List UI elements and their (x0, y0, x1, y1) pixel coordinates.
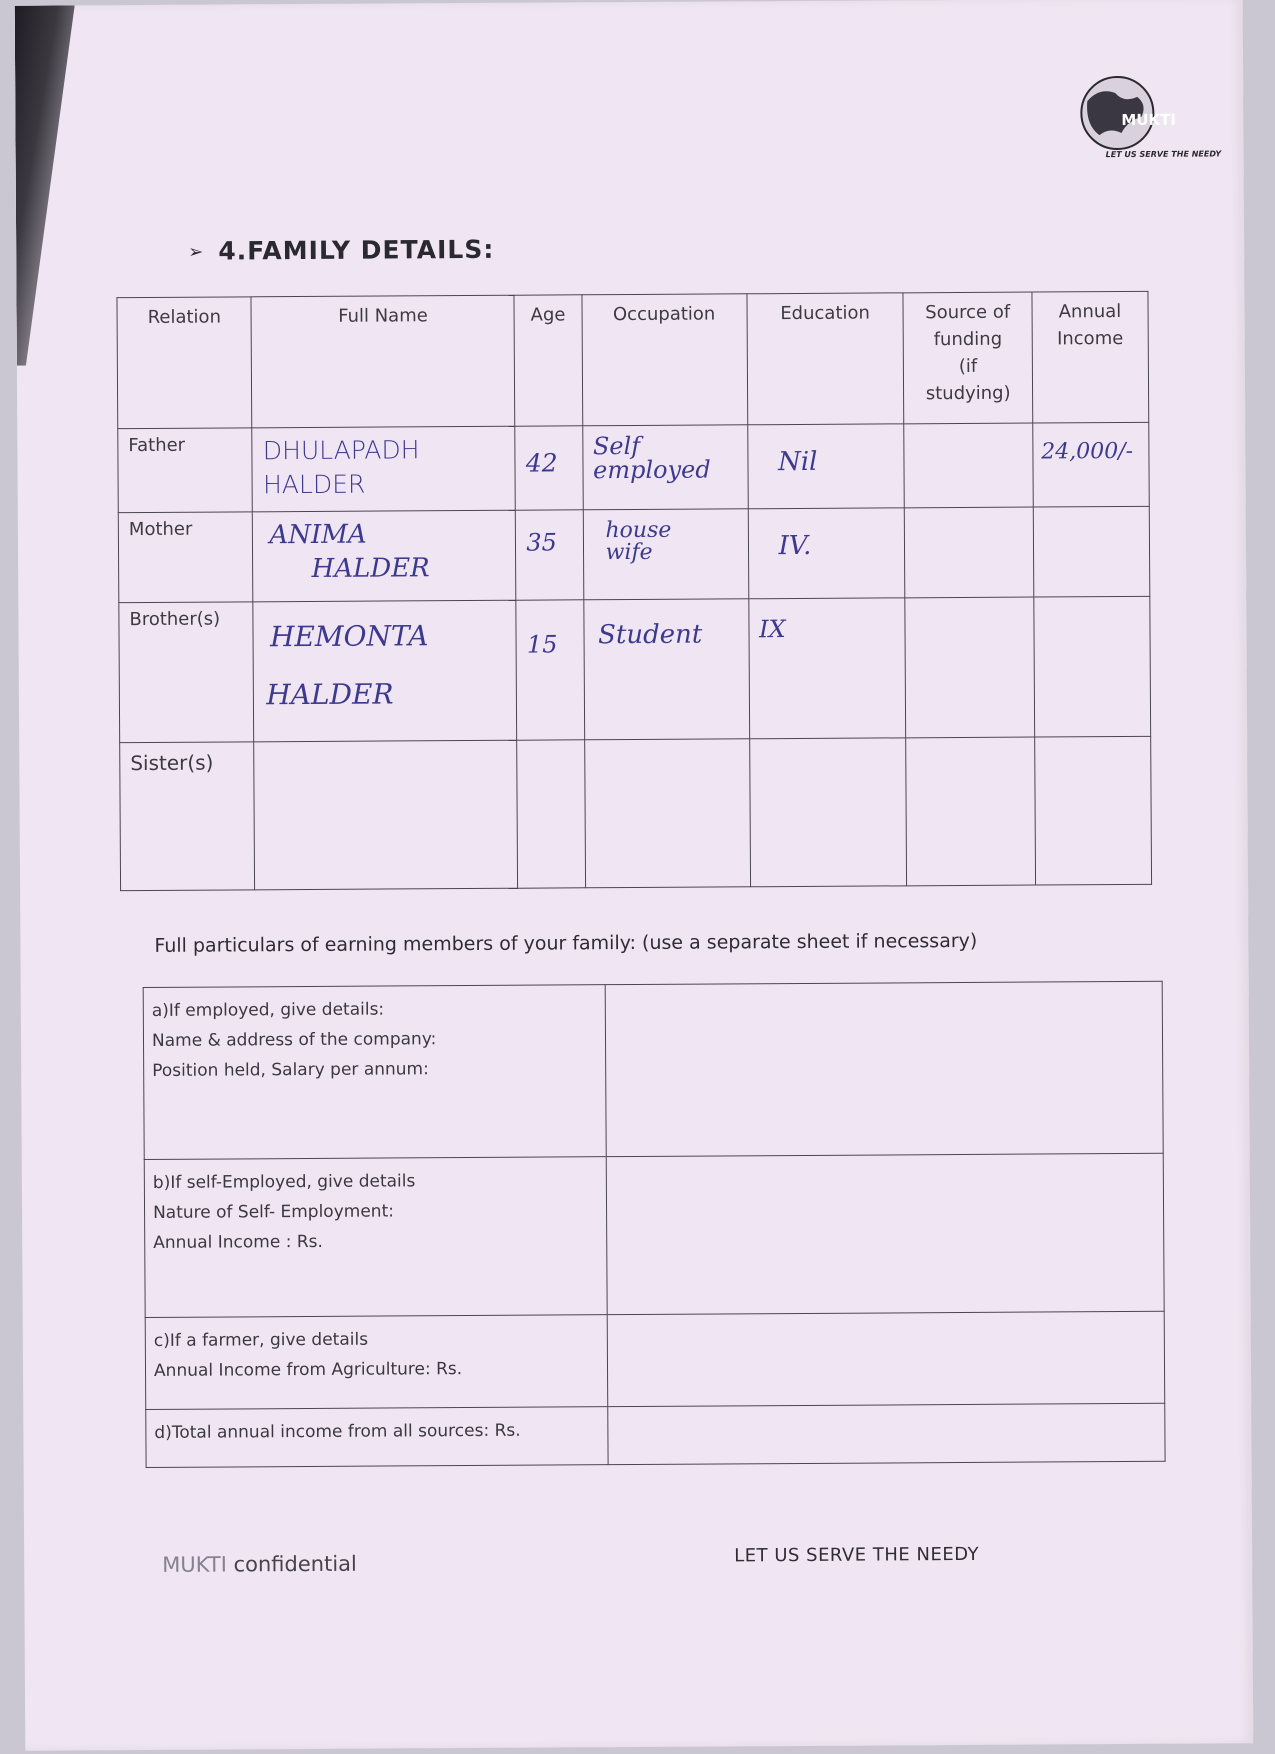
education-cell[interactable] (749, 738, 907, 887)
age-cell[interactable]: 35 (516, 510, 584, 600)
employed-row (143, 981, 1163, 1159)
footer-brand: MUKTI (162, 1552, 227, 1577)
logo-text: MUKTI (1121, 110, 1177, 130)
occupation-cell[interactable]: house wife (583, 509, 749, 600)
source-of-funding-cell[interactable] (905, 597, 1034, 738)
education-cell[interactable]: IX (748, 598, 906, 739)
full-name-cell[interactable]: ANIMA HALDER (253, 510, 516, 602)
source-of-funding-cell[interactable] (906, 737, 1035, 886)
table-row-father (118, 422, 1149, 512)
relation-cell: Father (118, 428, 253, 513)
age-cell[interactable] (517, 740, 585, 888)
mukti-logo (1065, 71, 1222, 164)
col-header-age: Age (514, 295, 582, 426)
footer-confidential (162, 1552, 357, 1577)
farmer-label: c)If a farmer, give details Annual Income from Agriculture: Rs. (145, 1315, 607, 1410)
farmer-row (145, 1311, 1165, 1409)
self-employed-row (144, 1153, 1164, 1317)
earning-members-heading: Full particulars of earning members of your family: (use a separate sheet if necessary) (154, 929, 978, 957)
table-header-row (117, 291, 1149, 428)
occupation-cell[interactable]: Self employed (582, 425, 748, 510)
table-row-brothers (119, 596, 1151, 742)
col-header-education: Education (747, 293, 905, 425)
full-name-cell[interactable] (254, 740, 518, 890)
age-cell[interactable]: 42 (515, 426, 583, 510)
education-cell[interactable]: Nil (747, 424, 904, 509)
employed-details-field[interactable] (605, 981, 1163, 1156)
col-header-annual-income: Annual Income (1032, 291, 1149, 423)
earning-members-table (143, 981, 1166, 1468)
arrow-bullet-icon: ➢ (188, 241, 205, 263)
family-details-table (116, 291, 1152, 891)
section-title-text: 4.FAMILY DETAILS: (218, 234, 495, 266)
education-cell[interactable]: IV. (748, 508, 905, 599)
binding-shadow (15, 5, 77, 365)
source-of-funding-cell[interactable] (905, 507, 1034, 598)
total-income-label: d)Total annual income from all sources: Rs. (146, 1407, 608, 1468)
col-header-relation: Relation (117, 297, 252, 429)
section-title (188, 235, 494, 266)
col-header-occupation: Occupation (582, 294, 748, 426)
col-header-source-of-funding: Source of funding (if studying) (903, 292, 1032, 424)
employed-label: a)If employed, give details: Name & address of the company: Position held, Salary per annum: (143, 985, 606, 1160)
full-name-cell[interactable]: DHULAPADH HALDER (252, 426, 515, 512)
relation-cell: Brother(s) (119, 602, 254, 743)
logo-tagline: LET US SERVE THE NEEDY (1105, 149, 1222, 160)
col-header-full-name: Full Name (251, 295, 515, 428)
relation-cell: Mother (118, 512, 253, 603)
occupation-cell[interactable]: Student (583, 599, 749, 740)
occupation-cell[interactable] (584, 739, 750, 888)
total-income-field[interactable] (607, 1403, 1165, 1464)
annual-income-cell[interactable] (1033, 506, 1150, 597)
self-employed-label: b)If self-Employed, give details Nature of Self- Employment: Annual Income : Rs. (144, 1157, 607, 1318)
self-employed-details-field[interactable] (606, 1153, 1164, 1314)
farmer-details-field[interactable] (607, 1311, 1165, 1406)
relation-cell: Sister(s) (120, 742, 255, 891)
full-name-cell[interactable]: HEMONTA HALDER (253, 600, 517, 742)
source-of-funding-cell[interactable] (904, 423, 1033, 508)
form-page (15, 0, 1254, 1751)
annual-income-cell[interactable]: 24,000/- (1033, 422, 1150, 507)
footer-confidential-text: confidential (233, 1551, 357, 1577)
table-row-sisters (120, 736, 1152, 890)
annual-income-cell[interactable] (1034, 596, 1151, 737)
footer-tagline: LET US SERVE THE NEEDY (734, 1543, 980, 1567)
total-income-row (146, 1403, 1165, 1467)
annual-income-cell[interactable] (1034, 736, 1151, 885)
age-cell[interactable]: 15 (516, 600, 584, 740)
table-row-mother (118, 506, 1150, 602)
